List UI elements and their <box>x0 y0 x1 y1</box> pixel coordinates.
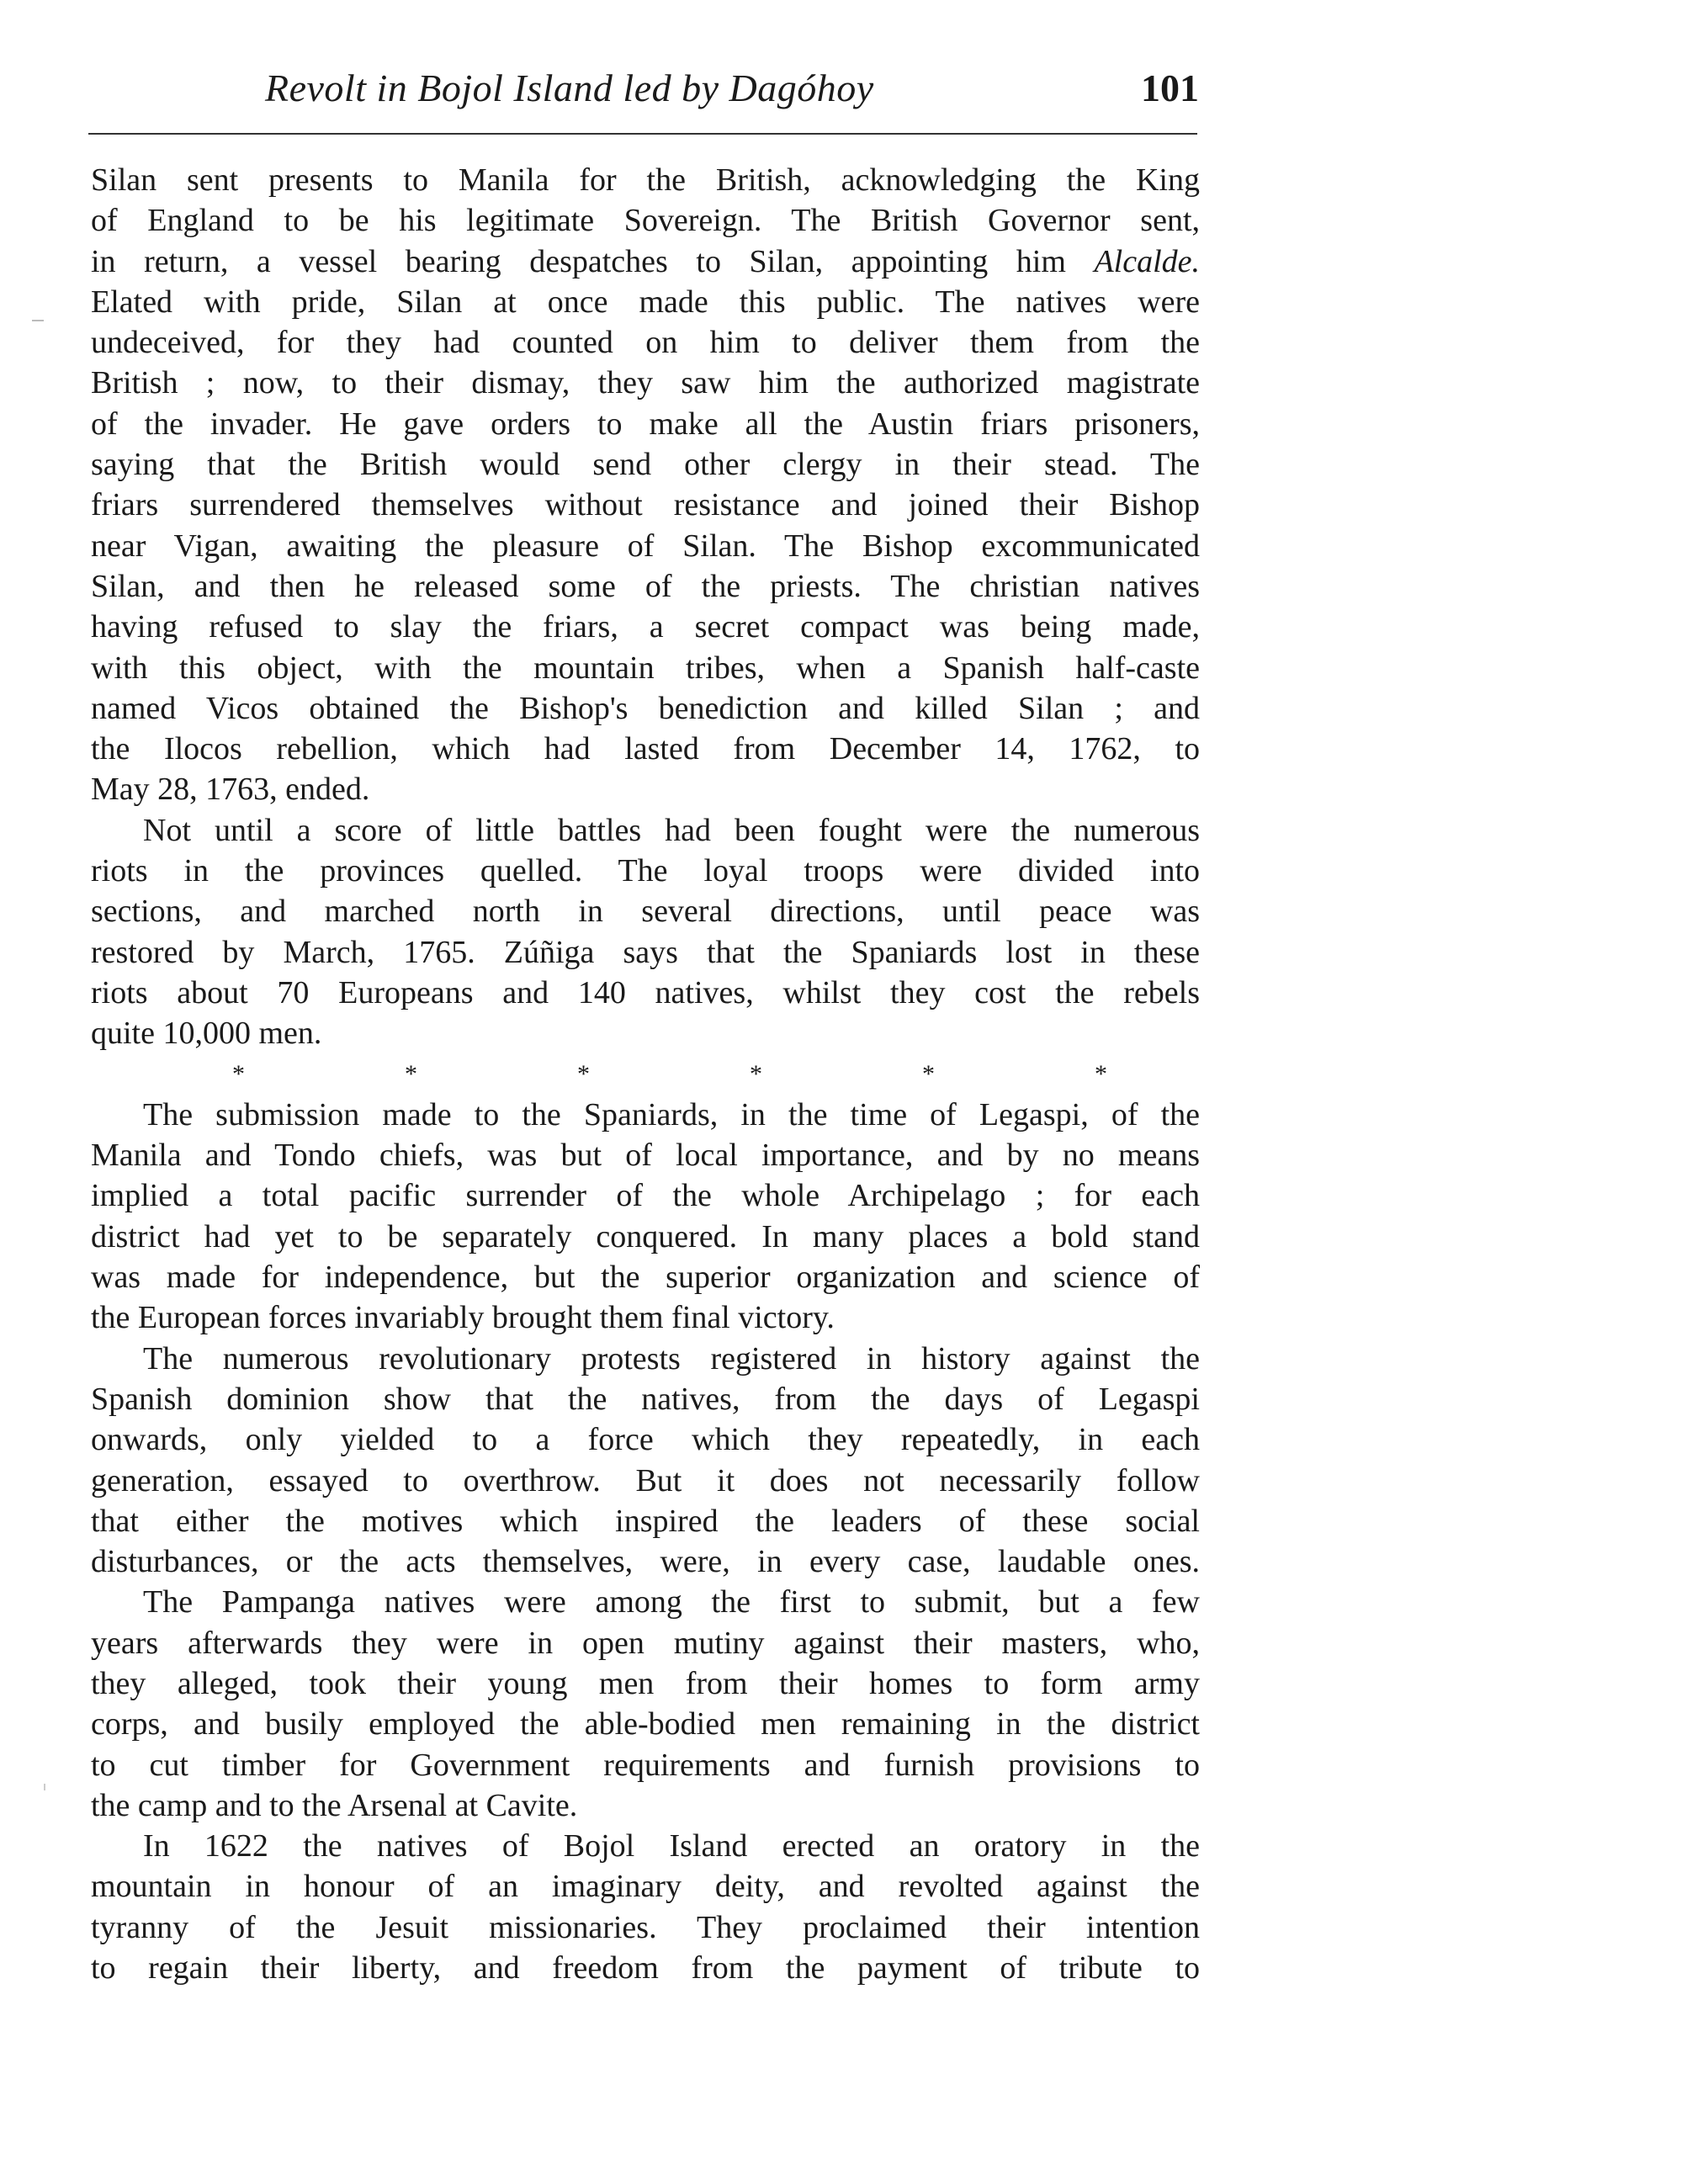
text-line: In 1622 the natives of Bojol Island erected an oratory in the <box>143 1828 1200 1864</box>
page-header <box>88 66 1199 125</box>
text-line: corps, and busily employed the able-bodied men remaining in the district <box>91 1706 1200 1742</box>
text-line: that either the motives which inspired the leaders of these social <box>91 1503 1200 1539</box>
text-line: years afterwards they were in open mutiny against their masters, who, <box>91 1625 1200 1661</box>
text-line: the Ilocos rebellion, which had lasted from December 14, 1762, to <box>91 731 1200 767</box>
text-line: implied a total pacific surrender of the whole Archipelago ; for each <box>91 1178 1200 1214</box>
text-line: the European forces invariably brought them final victory. <box>91 1300 835 1336</box>
text-line: tyranny of the Jesuit missionaries. They proclaimed their intention <box>91 1909 1200 1945</box>
text-line: Spanish dominion show that the natives, from the days of Legaspi <box>91 1381 1200 1417</box>
header-rule <box>88 133 1197 135</box>
text-line: they alleged, took their young men from their homes to form army <box>91 1665 1200 1701</box>
text-line: district had yet to be separately conquered. In many places a bold stand <box>91 1218 1200 1254</box>
text-line: friars surrendered themselves without resistance and joined their Bishop <box>91 487 1200 523</box>
text-line: generation, essayed to overthrow. But it does not necessarily follow <box>91 1462 1200 1498</box>
text-line: quite 10,000 men. <box>91 1016 322 1052</box>
page-number: 101 <box>1141 66 1199 109</box>
margin-mark <box>32 320 44 321</box>
separator-star: * <box>405 1059 417 1088</box>
text-line: restored by March, 1765. Zúñiga says that the Spaniards lost in these <box>91 934 1200 970</box>
text-line: riots about 70 Europeans and 140 natives, whilst they cost the rebels <box>91 974 1200 1010</box>
text-line: Not until a score of little battles had been fought were the numerous <box>143 812 1200 848</box>
text-line: riots in the provinces quelled. The loyal troops were divided into <box>91 853 1200 889</box>
separator-star: * <box>1095 1059 1107 1088</box>
italic-word: Alcalde. <box>1094 243 1200 279</box>
text-line: was made for independence, but the superior organization and science of <box>91 1260 1200 1296</box>
text-line: onwards, only yielded to a force which they repeatedly, in each <box>91 1422 1200 1458</box>
text-line: with this object, with the mountain tribes, when a Spanish half-caste <box>91 650 1200 686</box>
text-line: undeceived, for they had counted on him to deliver them from the <box>91 325 1200 361</box>
text-line: Silan, and then he released some of the priests. The christian natives <box>91 568 1200 604</box>
text-line: to regain their liberty, and freedom from the payment of tribute to <box>91 1950 1200 1986</box>
text-line: to cut timber for Government requirements and furnish provisions to <box>91 1747 1200 1783</box>
separator-star: * <box>922 1059 935 1088</box>
text-line: the camp and to the Arsenal at Cavite. <box>91 1787 578 1823</box>
text-line: saying that the British would send other clergy in their stead. The <box>91 447 1200 483</box>
text-line: May 28, 1763, ended. <box>91 772 370 808</box>
text-line: near Vigan, awaiting the pleasure of Silan. The Bishop excommunicated <box>91 528 1200 564</box>
separator-star: * <box>232 1059 245 1088</box>
body-text <box>91 160 1200 1988</box>
text-line: British ; now, to their dismay, they saw him the authorized magistrate <box>91 365 1200 401</box>
text-line: in return, a vessel bearing despatches to Silan, appointing him Alcalde. <box>91 243 1200 279</box>
text-line: The Pampanga natives were among the first to submit, but a few <box>143 1584 1200 1620</box>
text-line: Silan sent presents to Manila for the British, acknowledging the King <box>91 162 1200 198</box>
separator-star: * <box>577 1059 590 1088</box>
text-line: disturbances, or the acts themselves, were, in every case, laudable ones. <box>91 1544 1200 1580</box>
running-title: Revolt in Bojol Island led by Dagóhoy <box>265 66 874 109</box>
text-line: Elated with pride, Silan at once made this public. The natives were <box>91 284 1200 320</box>
text-line: The numerous revolutionary protests registered in history against the <box>143 1340 1200 1376</box>
text-line: of the invader. He gave orders to make all the Austin friars prisoners, <box>91 406 1200 442</box>
text-line: of England to be his legitimate Sovereign. The British Governor sent, <box>91 203 1200 239</box>
text-line: sections, and marched north in several directions, until peace was <box>91 894 1200 930</box>
section-separator <box>91 1054 1200 1095</box>
text-line: The submission made to the Spaniards, in the time of Legaspi, of the <box>143 1096 1200 1132</box>
text-line: named Vicos obtained the Bishop's benediction and killed Silan ; and <box>91 690 1200 726</box>
text-line: having refused to slay the friars, a secret compact was being made, <box>91 609 1200 645</box>
margin-mark <box>44 1784 45 1790</box>
text-line: Manila and Tondo chiefs, was but of local importance, and by no means <box>91 1138 1200 1174</box>
text-line: mountain in honour of an imaginary deity, and revolted against the <box>91 1869 1200 1905</box>
separator-star: * <box>750 1059 762 1088</box>
